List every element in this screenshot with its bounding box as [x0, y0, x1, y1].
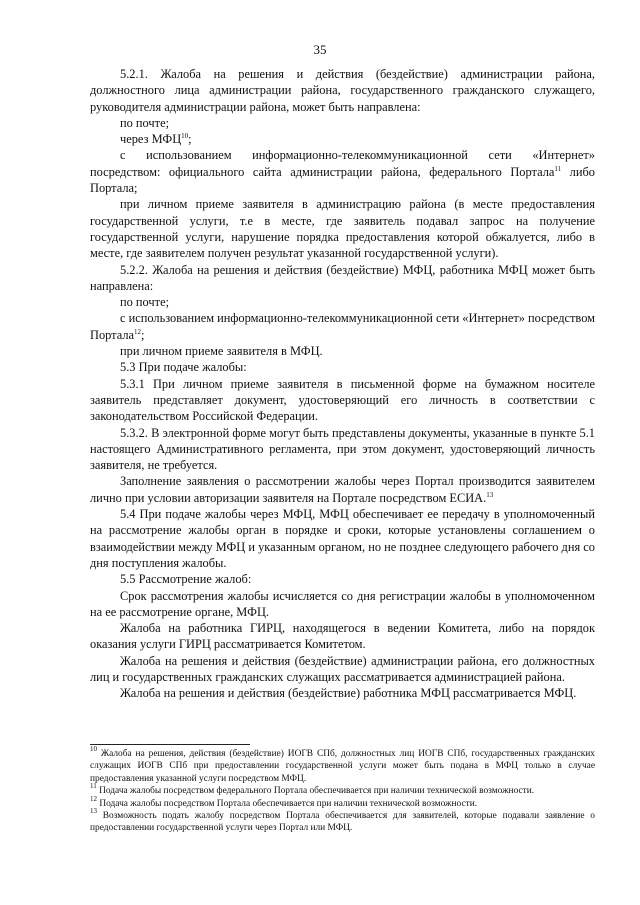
paragraph: 5.4 При подаче жалобы через МФЦ, МФЦ обеспечивает ее передачу в уполномоченный на рассмотрение жалобы орган в порядке и сроки, которые установлены соглашением о взаимодействии между МФЦ и указанным органом, но не позднее следующего рабочего дня со дня поступления жалобы. [90, 507, 595, 570]
paragraph: 5.3.2. В электронной форме могут быть представлены документы, указанные в пункте 5.1 настоящего Административного регламента, при этом документ, удостоверяющий личность заявителя, не требуется. [90, 425, 595, 473]
footnote-ref[interactable]: 11 [554, 164, 562, 173]
paragraph: при личном приеме заявителя в МФЦ. [120, 344, 323, 359]
footnote-ref[interactable]: 12 [134, 327, 142, 336]
paragraph: 5.3.1 При личном приеме заявителя в письменной форме на бумажном носителе заявитель представляет документ, удостоверяющий его личность в соответствии с законодательством Российской Федерации. [90, 376, 595, 424]
paragraph: с использованием информационно-телекоммуникационной сети «Интернет» посредством: официального сайта администрации района, федерального Портала$^{11}$ либо Портала; [90, 148, 595, 196]
paragraph: Срок рассмотрения жалобы исчисляется со дня регистрации жалобы в уполномоченном на ее рассмотрение органе, МФЦ. [90, 588, 595, 619]
footnote-ref[interactable]: 10 [181, 132, 189, 141]
main-text [90, 66, 595, 702]
paragraph: 5.2.1. Жалоба на решения и действия (бездействие) администрации района, должностного лица администрации района, государственного гражданского служащего, руководителя администрации района, может быть направлена: [90, 67, 595, 114]
page-number: 35 [313, 42, 327, 57]
paragraph: Жалоба на работника ГИРЦ, находящегося в ведении Комитета, либо на порядок оказания услуги ГИРЦ рассматривается Комитетом. [90, 621, 595, 652]
paragraph: Заполнение заявления о рассмотрении жалобы через Портал производится заявителем лично при условии авторизации заявителя на Портале посредством ЕСИА.$^{13}$ [90, 474, 595, 505]
paragraph: 5.2.2. Жалоба на решения и действия (бездействие) МФЦ, работника МФЦ может быть направлена: [90, 262, 595, 293]
paragraph: через МФЦ$^{10}$; [120, 132, 192, 147]
paragraph: 5.3 При подаче жалобы: [120, 360, 247, 375]
footnote-divider [90, 744, 250, 745]
paragraph: Жалоба на решения и действия (бездействие) работника МФЦ рассматривается МФЦ. [120, 686, 577, 701]
paragraph: по почте; [120, 295, 170, 310]
footnotes [90, 744, 595, 835]
footnote-ref[interactable]: 13 [486, 490, 494, 499]
paragraph: по почте; [120, 115, 170, 130]
footnote: $^{10}$ Жалоба на решения, действия (бездействие) ИОГВ СПб, должностных лиц ИОГВ СПб, государственных гражданских служащих ИОГВ СПб при предоставлении государственной услуги может быть подана в МФЦ только в случае предоставления указанной услуги посредством МФЦ. [90, 745, 595, 784]
paragraph: с использованием информационно-телекоммуникационной сети «Интернет» посредством Портала$^{12}$; [90, 311, 595, 342]
footnote: $^{12}$ Подача жалобы посредством Портала обеспечивается при наличии технической возможности. [90, 794, 478, 809]
paragraph: 5.5 Рассмотрение жалоб: [120, 572, 252, 587]
paragraph: Жалоба на решения и действия (бездействие) администрации района, его должностных лиц и государственных гражданских служащих рассматривается администрацией района. [90, 653, 595, 684]
paragraph: при личном приеме заявителя в администрацию района (в месте предоставления государственной услуги, т.е в месте, где заявитель подавал запрос на получение государственной услуги, нарушение порядка предоставления которой обжалуется, либо в месте, где заявителем получен результат указанной государственной услуги). [90, 197, 595, 261]
footnote: $^{13}$ Возможность подать жалобу посредством Портала обеспечивается для заявителей, которые подавали заявление о предоставлении государственной услуги через Портал или МФЦ. [90, 807, 595, 834]
footnote: $^{11}$ Подача жалобы посредством федерального Портала обеспечивается при наличии технической возможности. [90, 782, 535, 797]
